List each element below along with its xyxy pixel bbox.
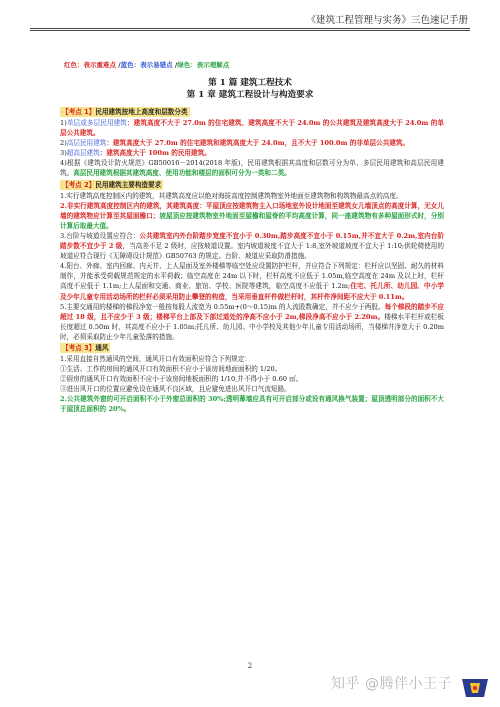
header-rule bbox=[30, 28, 470, 29]
header-title: 《建筑工程管理与实务》三色速记手册 bbox=[306, 15, 468, 26]
text-blue: 高层民用建筑 bbox=[66, 139, 107, 148]
paragraph bbox=[60, 118, 444, 138]
paragraph bbox=[60, 231, 444, 261]
text-plain: ，当高差不足 2 级时，应按坡道设置。室内坡道坡度不宜大于 1:8,室外坡道坡度不宜大于 1:10;供轮椅使用的坡道应符合现行《无障碍设计规范》GB50763 的规定。台阶、坡道应采取防滑措施。 bbox=[60, 242, 444, 261]
legend-item: 红色：表示重难点 bbox=[64, 61, 116, 69]
paragraph bbox=[60, 354, 444, 364]
paragraph bbox=[60, 302, 444, 342]
section-heading bbox=[60, 106, 444, 118]
text-red: ：建筑高度不大于 27.0m 的住宅建筑、建筑高度不大于 24.0m 的公共建筑及建筑高度大于 24.0m 的单层公共建筑。 bbox=[60, 119, 444, 138]
legend-item: 绿色：表示理解点 bbox=[177, 61, 230, 69]
text-red: ：建筑高度大于 100m 的民用建筑。 bbox=[99, 149, 211, 158]
text-plain: 1) bbox=[60, 119, 67, 127]
text-plain: ③进出风开口的位置应避免设在通风不良区域，且应避免进出风开口气流短路。 bbox=[60, 385, 291, 394]
text-red: 住宅、托儿所、幼儿园、中小学及少年儿童专用活动场所的栏杆必须采用防止攀登的构造，当采用垂直杆件做栏杆时，其杆件净间距不应大于 0.11m。 bbox=[60, 282, 444, 301]
text-blue: 超高层建筑 bbox=[66, 149, 100, 158]
paragraph bbox=[60, 261, 444, 301]
paragraph bbox=[60, 374, 444, 384]
text-plain: 楼梯水平栏杆或栏板长度超过 0.50m 时，其高度不应小于 1.05m;托儿所、幼儿园、中小学校及其他少年儿童专用活动场所，当楼梯井净宽大于 0.20m 时，必须采取防止少年儿童坠落的措施。 bbox=[60, 312, 445, 341]
watermark-text: 知乎 @腾伴小王子 bbox=[331, 676, 452, 692]
text-green: 坡屋顶应按建筑物室外地面至屋檐和屋脊的平均高度计算，同一座建筑物有多种屋面形式时，分别计算后取最大值。 bbox=[60, 211, 445, 230]
section-heading-box bbox=[60, 180, 163, 190]
text-red: 2.非实行建筑高度控制区内的建筑，其建筑高度：平屋顶应按建筑物主入口场地室外设计地面至建筑女儿墙顶点的高度计算，无女儿墙的建筑物应计算至其屋面檐口； bbox=[60, 201, 444, 220]
section-label: 民用建筑主要构造要求 bbox=[95, 180, 162, 189]
section-heading bbox=[60, 179, 444, 191]
text-plain: ①生活、工作的房间的通风开口有效面积不应小于该房间地面面积的 1/20。 bbox=[60, 365, 282, 374]
section-label: 通风 bbox=[95, 343, 109, 352]
section-heading-box bbox=[60, 343, 110, 353]
chapter-title: 第 1 章 建筑工程设计与构造要求 bbox=[186, 90, 314, 100]
text-plain: 2) bbox=[60, 139, 67, 148]
paragraph bbox=[60, 138, 444, 148]
part-title: 第 1 篇 建筑工程技术 bbox=[208, 78, 292, 88]
text-plain: 1.实行建筑高度控制区内的建筑，其建筑高度应以绝对海拔高度控制建筑物室外地面至建筑物和构筑物最高点的高度。 bbox=[60, 191, 403, 200]
text-green: 高层民用建筑根据其建筑高度、使用功能和楼层的面积可分为一类和二类。 bbox=[73, 169, 291, 178]
section-heading bbox=[60, 342, 444, 354]
text-red: 每个梯段的踏步不应超过 18 级，且不应少于 3 级；楼梯平台上部及下部过道处的净高不应小于 2m,梯段净高不应小于 2.20m。 bbox=[60, 302, 444, 321]
text-plain: 3.台阶与坡道设置应符合： bbox=[60, 231, 140, 240]
section-number: 【考点 3】 bbox=[62, 343, 96, 352]
text-plain: 4)根据《建筑设计防火规范》GB50016－2014(2018 年版)，民用建筑根据其高度和层数可分为单、多层民用建筑和高层民用建筑。 bbox=[60, 159, 444, 178]
paragraph bbox=[60, 158, 444, 178]
section-heading-box bbox=[60, 107, 190, 117]
paragraph bbox=[60, 384, 444, 394]
paragraph bbox=[60, 191, 444, 201]
legend-item: / bbox=[116, 61, 121, 69]
running-header bbox=[30, 6, 470, 38]
text-plain: 5.主要交通用的楼梯的梯段净宽一般按每股人流宽为 0.55m+(0～0.15)m 的人流股数确定，并不应少于两股。 bbox=[60, 302, 385, 311]
text-plain: 1.采用直接自然通风的空间，通风开口有效面积应符合下列规定： bbox=[60, 354, 251, 363]
legend-item: 蓝色：表示易错点 bbox=[120, 61, 173, 69]
section-number: 【考点 2】 bbox=[62, 180, 96, 189]
section-label: 民用建筑按地上高度和层数分类 bbox=[95, 108, 188, 116]
color-legend bbox=[64, 60, 229, 69]
paragraph bbox=[60, 148, 444, 158]
text-red: ：建筑高度大于 27.0m 的住宅建筑和建筑高度大于 24.0m，且不大于 100.0m 的非单层公共建筑。 bbox=[106, 139, 410, 148]
text-plain: 4.阳台、外廊、室内回廊、内天井、上人屋面及室外楼梯等临空处应设置防护栏杆，并应符合下列规定：栏杆应以坚固、耐久的材料制作，并能承受荷载规范规定的水平荷载；临空高度在 24m 以下时，栏杆高度不应低于 1.05m,临空高度在 24m 及以上时，栏杆高度不应低于 1.1m;上人屋面和交通、商业、旅馆、学校、医院等建筑，临空高度不应低于 1.2m; bbox=[60, 262, 444, 291]
text-green: 2.公共建筑外窗的可开启面积不小于外窗总面积的 30%;透明幕墙应具有可开启部分或设有通风换气装置；屋顶透明部分的面积不大于屋顶总面积的 20%。 bbox=[60, 395, 444, 414]
legend-item: / bbox=[172, 61, 178, 69]
paragraph bbox=[60, 394, 444, 414]
text-blue: 单层或多层民用建筑 bbox=[66, 119, 127, 127]
page-number: 2 bbox=[247, 662, 253, 670]
body-content bbox=[60, 106, 444, 415]
text-plain: ②厨房的通风开口有效面积不应小于该房间地板面积的 1/10,并不得小于 0.60 ㎡。 bbox=[60, 375, 303, 384]
paragraph bbox=[60, 201, 444, 231]
text-red: 公共建筑室内外台阶踏步宽度不宜小于 0.30m,踏步高度不宜小于 0.15m,并不宜大于 0.2m,室内台阶踏步数不宜少于 2 级 bbox=[60, 231, 445, 251]
paragraph bbox=[60, 364, 444, 374]
section-number: 【考点 1】 bbox=[62, 108, 96, 116]
site-logo-icon bbox=[456, 673, 494, 701]
header-rule-thin bbox=[30, 30, 470, 31]
text-plain: 3) bbox=[60, 149, 67, 158]
